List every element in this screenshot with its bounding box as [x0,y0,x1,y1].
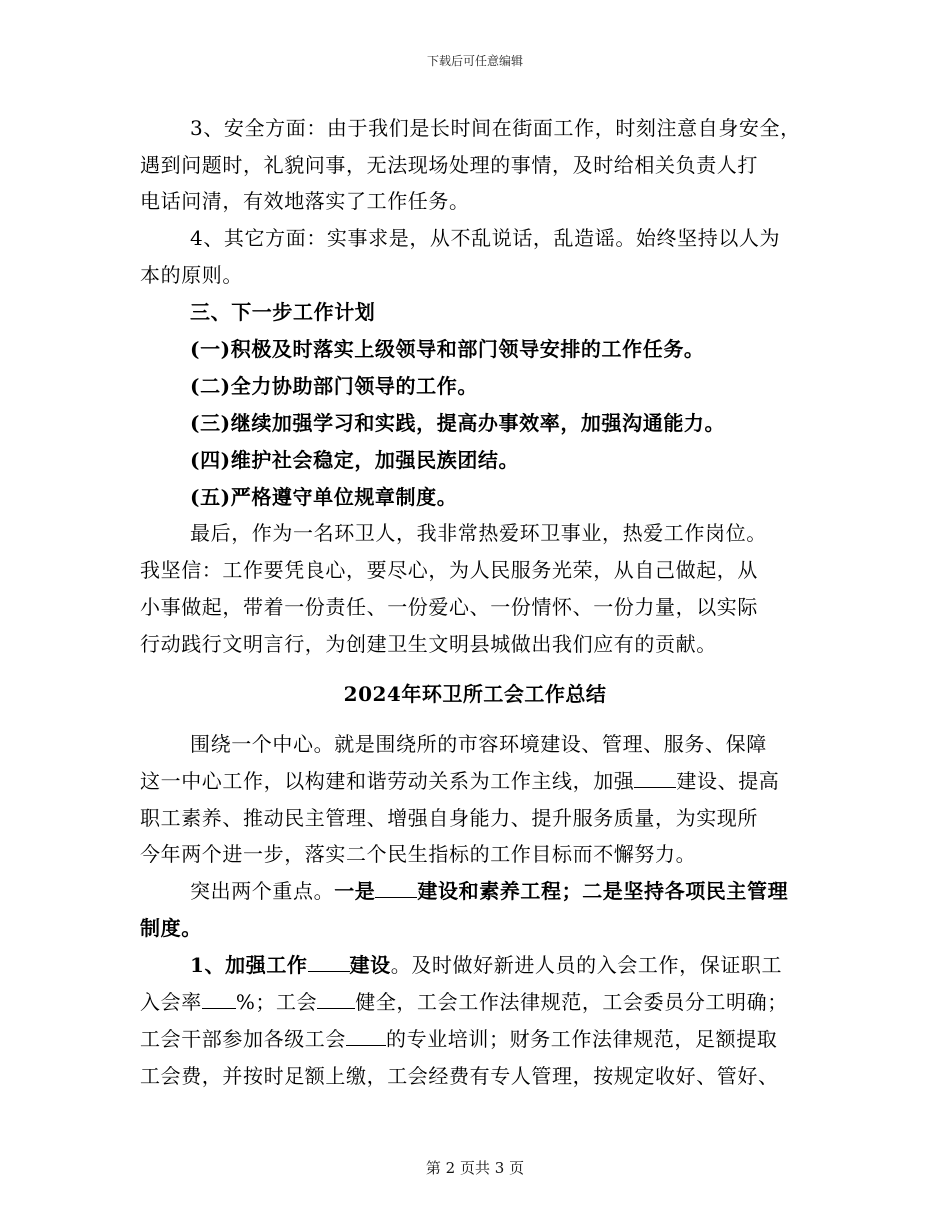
plan-item-3: (三)继续加强学习和实践，提高办事效率，加强沟通能力。 [190,411,726,435]
closing-line2: 我坚信：工作要凭良心，要尽心，为人民服务光荣，从自己做起，从 [140,558,758,582]
item1-bold-b: 建设 [349,953,391,977]
plan-heading: 三、下一步工作计划 [190,300,376,324]
item1-l3-a: 工会干部参加各级工会 [140,1027,346,1051]
fill-blank [346,1027,386,1046]
focus-intro: 突出两个重点。 [190,879,335,903]
closing-line1: 最后，作为一名环卫人，我非常热爱环卫事业，热爱工作岗位。 [190,521,767,545]
center-line4: 今年两个进一步，落实二个民生指标的工作目标而不懈努力。 [140,842,697,866]
fill-blank [308,953,350,972]
paragraph-safety-line2: 遇到问题时，礼貌问事，无法现场处理的事情，及时给相关负责人打 [140,153,758,177]
page-footer: 第 2 页共 3 页 [425,1159,525,1177]
fill-blank [202,990,236,1009]
focus-line1 [190,879,788,903]
item1-l2-b: %；工会 [235,990,318,1014]
page-header: 下载后可任意编辑 [426,54,523,68]
plan-item-2: (二)全力协助部门领导的工作。 [190,374,478,398]
center-line2-part-b: 建设、提高 [676,769,780,793]
paragraph-other-line1: 4、其它方面：实事求是，从不乱说话，乱造谣。始终坚持以人为 [190,226,781,250]
fill-blank [317,990,355,1009]
center-line1: 围绕一个中心。就是围绕所的市容环境建设、管理、服务、保障 [190,732,767,756]
fill-blank [634,769,676,788]
center-line3: 职工素养、推动民主管理、增强自身能力、提升服务质量，为实现所 [140,806,758,830]
center-line2 [140,769,779,793]
focus-bold-b: 建设和素养工程；二是坚持各项民主管理 [417,879,789,903]
closing-line4: 行动践行文明言行，为创建卫生文明县城做出我们应有的贡献。 [140,632,717,656]
item1-rest: 。及时做好新进人员的入会工作，保证职工 [390,953,783,977]
plan-item-5: (五)严格遵守单位规章制度。 [190,485,458,509]
paragraph-safety-line3: 电话问清，有效地落实了工作任务。 [140,189,470,213]
item1-l3-b: 的专业培训；财务工作法律规范，足额提取 [386,1027,778,1051]
paragraph-other-line2: 本的原则。 [140,263,243,287]
item1-l2-a: 入会率 [140,990,202,1014]
plan-item-1: (一)积极及时落实上级领导和部门领导安排的工作任务。 [190,337,705,361]
fill-blank [375,879,417,898]
closing-line3: 小事做起，带着一份责任、一份爱心、一份情怀、一份力量，以实际 [140,595,758,619]
section-title: 2024年环卫所工会工作总结 [343,682,607,706]
focus-line2: 制度。 [140,916,202,940]
item1-bold-a: 1、加强工作 [190,953,308,977]
item1-line3 [140,1027,777,1051]
plan-item-4: (四)维护社会稳定，加强民族团结。 [190,448,520,472]
focus-bold-a: 一是 [334,879,376,903]
item1-line1 [190,953,782,977]
center-line2-part-a: 这一中心工作，以构建和谐劳动关系为工作主线，加强 [140,769,635,793]
item1-l2-c: 健全，工会工作法律规范，工会委员分工明确； [355,990,788,1014]
paragraph-safety-line1: 3、安全方面：由于我们是长时间在街面工作，时刻注意自身安全， [190,116,801,140]
item1-line4: 工会费，并按时足额上缴，工会经费有专人管理，按规定收好、管好、 [140,1064,779,1088]
item1-line2 [140,990,788,1014]
